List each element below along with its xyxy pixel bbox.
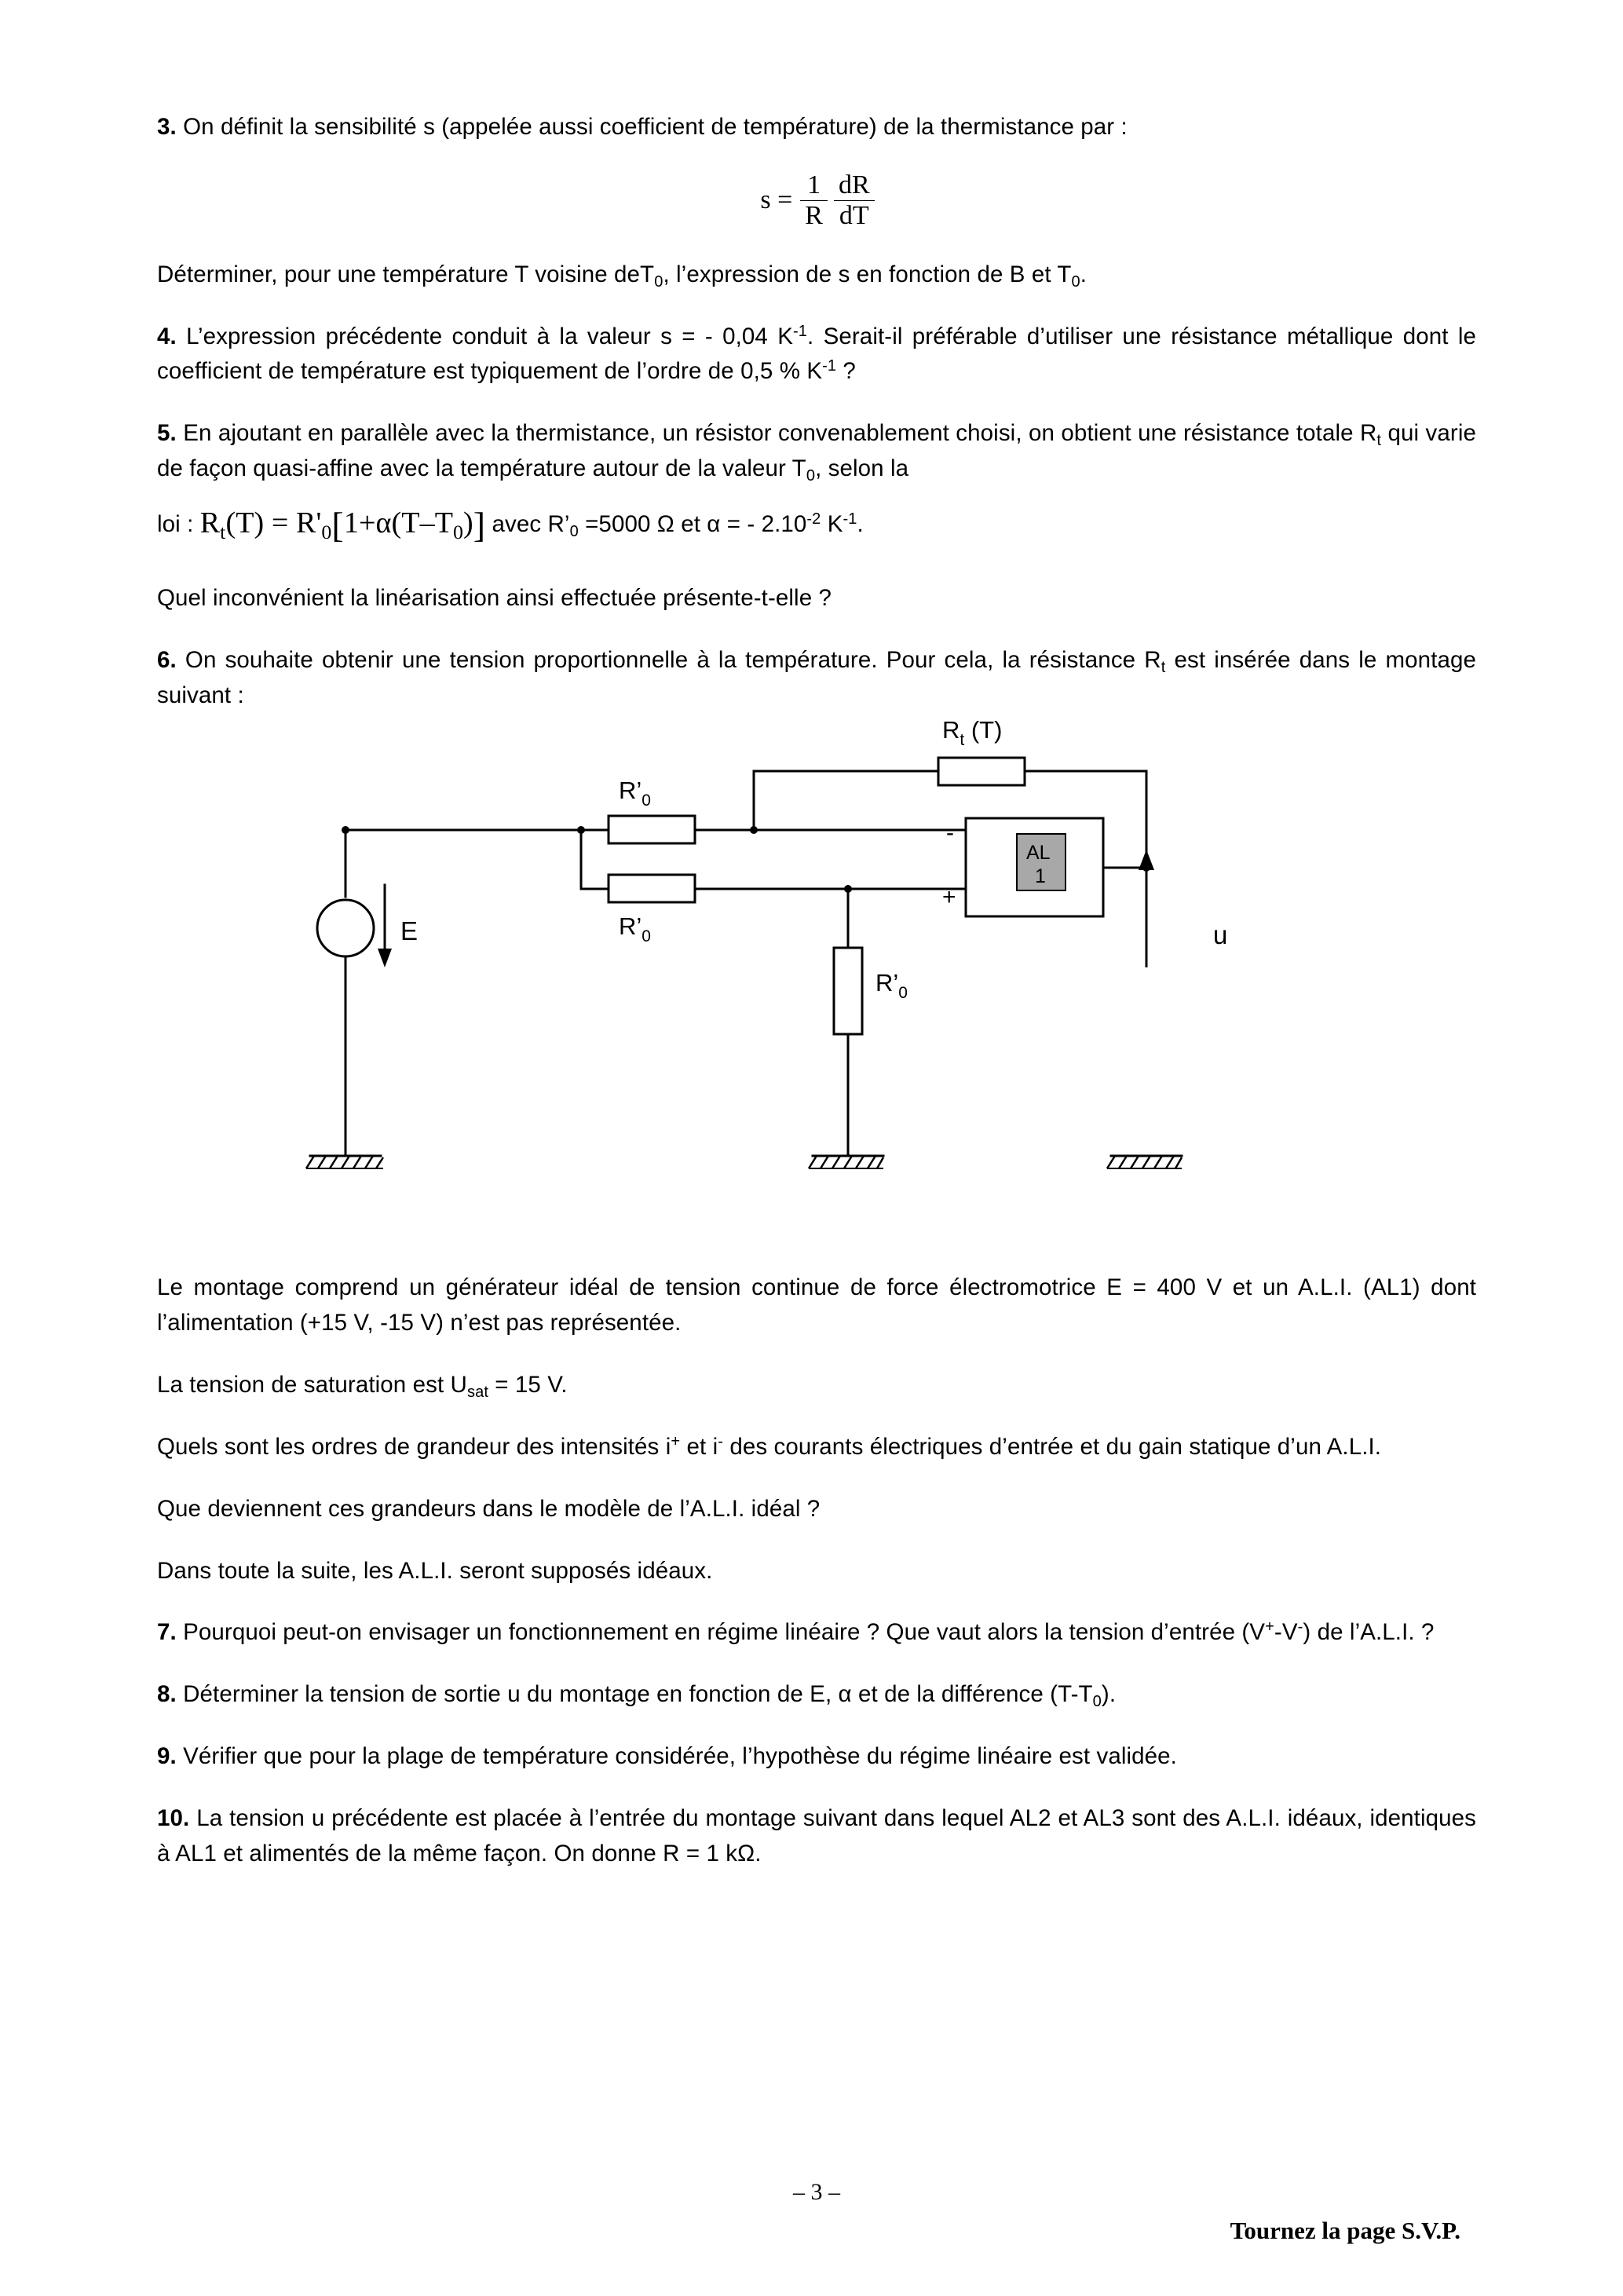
question-5-law: [157, 498, 1476, 553]
label-rt-arg: (T): [964, 716, 1003, 744]
q5-suffix-d: .: [857, 510, 864, 537]
q4-text-b: . Serait-il préférable d’utiliser une résistance métallique dont le coefficient de température est typiquement de l’ordre de 0,5 % K: [157, 323, 1476, 385]
q7-sup-b: -: [1297, 1618, 1303, 1636]
resistor-rvert-box: [834, 948, 862, 1034]
question-5-number: 5.: [157, 420, 177, 447]
resistor-rmid-box: [609, 875, 695, 902]
question-3: [157, 110, 1476, 145]
label-opamp-num: 1: [1035, 865, 1046, 888]
question-3-followup: [157, 258, 1476, 293]
label-rt: [942, 716, 1002, 749]
q7-text-a: Pourquoi peut-on envisager un fonctionnement en régime linéaire ? Que vaut alors la tension d’entrée (V: [176, 1619, 1266, 1646]
page-footer: [157, 2179, 1476, 2244]
formula-frac1-denominator: R: [800, 200, 828, 229]
formula-frac2-denominator: dT: [834, 200, 875, 229]
paragraph-currents: [157, 1430, 1476, 1465]
question-5: [157, 416, 1476, 487]
question-3-number: 3.: [157, 114, 177, 140]
turn-page-note: Tournez la page S.V.P.: [1230, 2217, 1460, 2244]
source-arrow-head: [378, 949, 392, 967]
q5-bracket-open: [: [331, 504, 344, 545]
sat-sub-a: sat: [466, 1384, 488, 1402]
q5-suffix-c: K: [821, 510, 843, 537]
q8-text-a: Déterminer la tension de sortie u du montage en fonction de E, α et de la différence (T-T: [176, 1681, 1093, 1708]
paragraph-saturation: [157, 1368, 1476, 1403]
circuit-diagram: [157, 716, 1476, 1250]
q8-text-b: ).: [1101, 1681, 1117, 1708]
label-r-vert: [875, 969, 908, 1002]
cur-sup-a: +: [671, 1432, 681, 1450]
q5-expr-t0: T: [434, 506, 453, 539]
question-7: [157, 1615, 1476, 1651]
question-5-followup: Quel inconvénient la linéarisation ainsi effectuée présente-t-elle ?: [157, 584, 832, 611]
q5-law-expression: [199, 504, 486, 545]
q4-sup-b: -1: [822, 357, 837, 375]
question-3-text: On définit la sensibilité s (appelée aussi coefficient de température) de la thermistance par :: [176, 114, 1128, 140]
label-r-top: [619, 777, 651, 810]
source-circle: [317, 900, 374, 956]
q5-text-b: qui varie de façon quasi-affine avec la température autour de la valeur T: [157, 420, 1476, 482]
formula-inner: [755, 172, 877, 229]
q5-expr-body-c: ): [463, 506, 473, 539]
q5-expr-body-a: 1+: [343, 506, 376, 539]
formula-lhs: s =: [760, 185, 793, 215]
q7-sup-a: +: [1265, 1618, 1274, 1636]
question-4-number: 4.: [157, 323, 177, 349]
q3b-sub-b: 0: [1071, 272, 1080, 291]
question-8-number: 8.: [157, 1681, 177, 1708]
question-8: [157, 1677, 1476, 1713]
q9-text: Vérifier que pour la plage de température considérée, l’hypothèse du régime linéaire est validée.: [176, 1742, 1177, 1769]
q7-text-b: -V: [1274, 1619, 1298, 1646]
q5-suffix-b: =5000 Ω et α = - 2.10: [578, 510, 807, 537]
q5-expr-rp-sub: 0: [321, 520, 332, 543]
q6-sub-a: t: [1161, 658, 1166, 676]
q5-expr-body-b: (T: [391, 506, 420, 539]
q8-sub-a: 0: [1092, 1693, 1102, 1711]
resistor-rtop-box: [609, 816, 695, 843]
sensitivity-formula: [157, 172, 1476, 229]
question-10: [157, 1801, 1476, 1872]
cur-text-b: et i: [680, 1433, 718, 1460]
q5-suffix-a: avec R’: [485, 510, 570, 537]
formula-fraction-1: [800, 172, 828, 229]
label-output: u: [1213, 920, 1228, 950]
q10-text: La tension u précédente est placée à l’entrée du montage suivant dans lequel AL2 et AL3 sont des A.L.I. idéaux, identiques à AL1 et alimentés de la même façon. On donne R = 1 kΩ.: [157, 1804, 1476, 1866]
q5-bracket-close: ]: [473, 504, 486, 545]
q3b-sub-a: 0: [654, 272, 663, 291]
question-6: [157, 643, 1476, 714]
q5-expr-t0-sub: 0: [453, 520, 464, 543]
label-r-top-sub: 0: [642, 792, 651, 810]
q3b-text-a: Déterminer, pour une température T voisine deT: [157, 261, 655, 287]
q4-text-c: ?: [836, 358, 856, 385]
paragraph-assume-ideal: Dans toute la suite, les A.L.I. seront supposés idéaux.: [157, 1557, 713, 1584]
question-10-number: 10.: [157, 1804, 190, 1831]
q4-text-a: L’expression précédente conduit à la valeur s = - 0,04 K: [176, 323, 793, 349]
paragraph-ideal-model: Que deviennent ces grandeurs dans le modèle de l’A.L.I. idéal ?: [157, 1495, 821, 1522]
q7-text-c: ) de l’A.L.I. ?: [1303, 1619, 1435, 1646]
cur-sup-b: -: [718, 1432, 724, 1450]
q5-alpha: α: [375, 506, 392, 539]
label-opamp-name: AL: [1026, 842, 1051, 865]
label-r-vert-sub: 0: [898, 984, 908, 1003]
cur-text-c: des courants électriques d’entrée et du gain statique d’un A.L.I.: [723, 1433, 1382, 1460]
q3b-text-b: , l’expression de s en fonction de B et T: [663, 261, 1072, 287]
formula-frac2-numerator: dR: [838, 170, 870, 199]
label-rt-sub: t: [960, 731, 965, 750]
question-9-number: 9.: [157, 1742, 177, 1769]
label-r-mid-sub: 0: [642, 927, 651, 946]
label-rt-main: R: [942, 716, 960, 744]
q3b-text-c: .: [1080, 261, 1087, 287]
sat-text-a: La tension de saturation est U: [157, 1372, 467, 1398]
formula-frac1-numerator: 1: [807, 170, 821, 199]
q4-sup-a: -1: [792, 322, 808, 340]
label-noninverting-input: +: [942, 884, 956, 911]
q5-text-a: En ajoutant en parallèle avec la thermistance, un résistor convenablement choisi, on obtient une résistance totale R: [176, 420, 1377, 447]
q6-text-a: On souhaite obtenir une tension proportionnelle à la température. Pour cela, la résistance R: [176, 646, 1161, 673]
label-r-mid-main: R’: [619, 912, 642, 941]
q5-law-prefix: loi :: [157, 510, 194, 537]
q5-sub-a: t: [1376, 432, 1382, 450]
q6-text-b: est insérée dans le montage suivant :: [157, 646, 1477, 708]
q5-suffix-sup2: -1: [843, 510, 857, 528]
resistor-rt-box: [938, 758, 1025, 785]
label-source: E: [400, 916, 419, 946]
circuit-svg: [157, 716, 1476, 1250]
q5-sub-b: 0: [806, 467, 816, 485]
label-r-top-main: R’: [619, 777, 642, 805]
page-content: [157, 110, 1476, 1898]
ground-hatching: [306, 1156, 1182, 1168]
question-6-number: 6.: [157, 646, 177, 673]
page-number: – 3 –: [793, 2179, 840, 2205]
q5-suffix-sup: -2: [806, 510, 821, 528]
question-7-number: 7.: [157, 1619, 177, 1646]
q5-expr-rt: R: [199, 506, 221, 539]
wire-top-left: [754, 771, 938, 824]
label-r-vert-main: R’: [875, 969, 899, 997]
q5-text-c: , selon la: [815, 455, 909, 482]
formula-fraction-2: [834, 172, 875, 229]
q5-expr-t: (T) = R': [225, 506, 322, 539]
paragraph-montage: Le montage comprend un générateur idéal de tension continue de force électromotrice E = 400 V et un A.L.I. (AL1) dont l’alimentation (+15 V, -15 V) n’est pas représentée.: [157, 1274, 1476, 1336]
q5-expr-rt-sub: t: [220, 520, 226, 543]
label-inverting-input: -: [946, 820, 954, 846]
question-9: [157, 1739, 1476, 1775]
cur-text-a: Quels sont les ordres de grandeur des intensités i: [157, 1433, 671, 1460]
question-4: [157, 320, 1476, 390]
sat-text-b: = 15 V.: [488, 1372, 568, 1398]
q5-minus: –: [419, 506, 435, 539]
label-r-mid: [619, 912, 651, 945]
q5-suffix-sub: 0: [569, 522, 579, 540]
